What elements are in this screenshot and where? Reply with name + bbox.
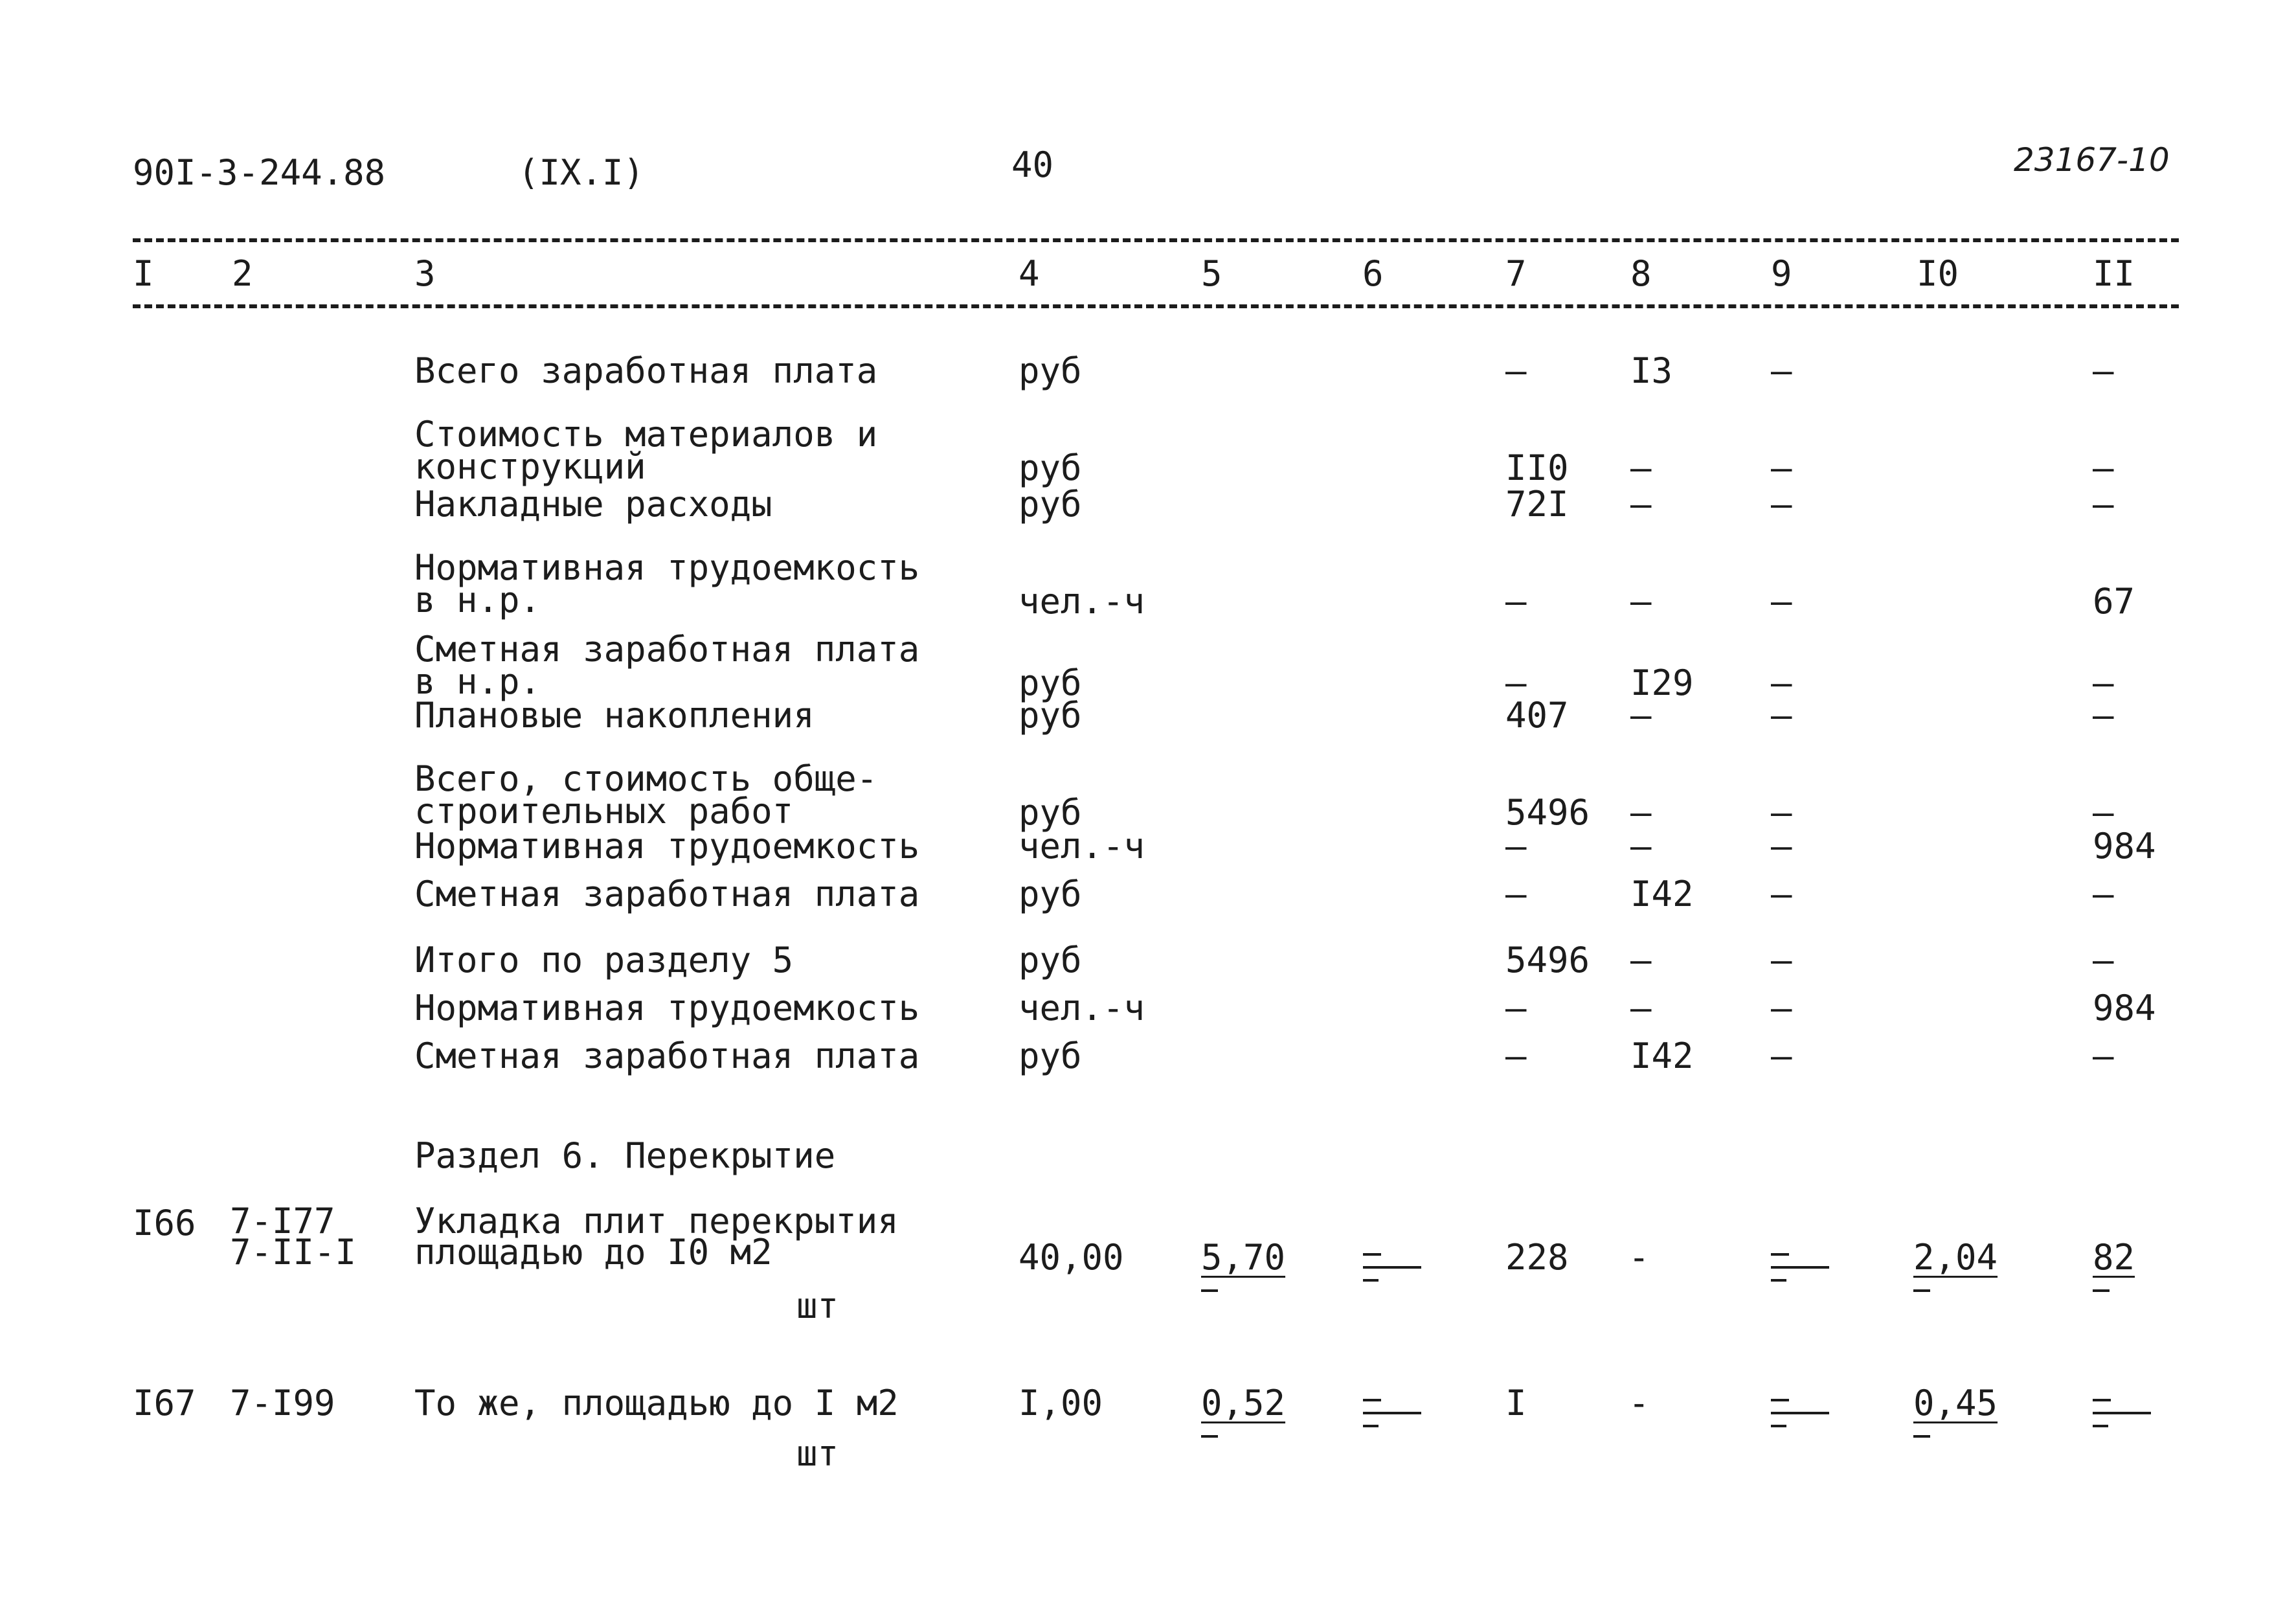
labor-per-unit: 2,04 xyxy=(1913,1237,1998,1278)
item-code: 7-I99 xyxy=(230,1383,335,1423)
col8-value: - xyxy=(1628,1383,1650,1423)
col-header-2: 2 xyxy=(232,253,253,294)
summary-col7: II0 xyxy=(1505,447,1569,488)
summary-label: Нормативная трудоемкость в н.р. xyxy=(414,547,920,620)
header-rule-bottom xyxy=(133,304,2179,308)
summary-col7: 5496 xyxy=(1505,792,1590,833)
summary-col7: 72I xyxy=(1505,484,1569,525)
summary-unit: руб xyxy=(1019,447,1082,488)
summary-col7: – xyxy=(1505,1036,1527,1076)
summary-label: Сметная заработная плата в н.р. xyxy=(414,629,920,702)
item-name: Укладка плит перекрытия площадью до I0 м2 xyxy=(414,1201,899,1273)
archive-number: 23167-10 xyxy=(2014,141,2170,179)
summary-col7: – xyxy=(1505,874,1527,914)
summary-unit: руб xyxy=(1019,1036,1082,1076)
summary-col8: – xyxy=(1630,988,1652,1028)
summary-col8: – xyxy=(1630,484,1652,525)
unit-cost-fraction xyxy=(1201,1383,1286,1438)
fraction-denominator-dash xyxy=(1913,1435,1930,1438)
summary-label: Стоимость материалов и конструкций xyxy=(414,414,878,487)
unit-cost: 0,52 xyxy=(1201,1383,1286,1423)
col8-value: - xyxy=(1628,1237,1650,1278)
summary-col8: – xyxy=(1630,695,1652,736)
summary-unit: чел.-ч xyxy=(1019,581,1145,622)
summary-col11: 984 xyxy=(2093,826,2156,866)
summary-label: Сметная заработная плата xyxy=(414,1036,920,1076)
summary-unit: чел.-ч xyxy=(1019,988,1145,1028)
col-header-10: I0 xyxy=(1917,253,1959,294)
summary-col8: I42 xyxy=(1630,1036,1694,1076)
summary-label: Накладные расходы xyxy=(414,484,772,525)
labor-total: 82 xyxy=(2093,1237,2135,1278)
col-header-1: I xyxy=(133,253,154,294)
summary-col8: – xyxy=(1630,826,1652,866)
summary-label: Нормативная трудоемкость xyxy=(414,988,920,1028)
summary-col9: – xyxy=(1771,874,1792,914)
summary-col9: – xyxy=(1771,662,1792,703)
page-number: 40 xyxy=(1011,144,1054,185)
fraction-denominator-dash xyxy=(2093,1289,2110,1292)
summary-col11: – xyxy=(2093,940,2114,980)
item-unit: шт xyxy=(796,1433,839,1474)
col-header-5: 5 xyxy=(1201,253,1222,294)
summary-col11: – xyxy=(2093,874,2114,914)
summary-unit: руб xyxy=(1019,695,1082,736)
fraction-denominator-dash xyxy=(1201,1435,1218,1438)
col-header-4: 4 xyxy=(1019,253,1040,294)
summary-col11: – xyxy=(2093,662,2114,703)
summary-unit: руб xyxy=(1019,874,1082,914)
summary-col8: – xyxy=(1630,940,1652,980)
summary-col9: – xyxy=(1771,695,1792,736)
item-quantity: 40,00 xyxy=(1019,1237,1124,1278)
summary-unit: руб xyxy=(1019,484,1082,525)
summary-col9: – xyxy=(1771,988,1792,1028)
summary-label: Всего заработная плата xyxy=(414,350,878,391)
summary-col7: 5496 xyxy=(1505,940,1590,980)
labor-fraction xyxy=(1913,1237,1998,1292)
summary-col9: – xyxy=(1771,792,1792,833)
summary-label: Сметная заработная плата xyxy=(414,874,920,914)
summary-label: Нормативная трудоемкость xyxy=(414,826,920,866)
summary-col7: – xyxy=(1505,662,1527,703)
summary-unit: руб xyxy=(1019,940,1082,980)
summary-col11: – xyxy=(2093,695,2114,736)
labor-total-fraction xyxy=(2093,1237,2135,1292)
item-name: То же, площадью до I м2 xyxy=(414,1383,899,1423)
document-code: 90I-3-244.88 xyxy=(133,152,386,193)
total-cost: 228 xyxy=(1505,1237,1569,1278)
col-header-8: 8 xyxy=(1630,253,1652,294)
item-number: I66 xyxy=(133,1203,196,1243)
summary-col9: – xyxy=(1771,581,1792,622)
summary-col8: – xyxy=(1630,792,1652,833)
summary-col9: – xyxy=(1771,350,1792,391)
summary-unit: руб xyxy=(1019,350,1082,391)
summary-col7: – xyxy=(1505,581,1527,622)
col-header-11: II xyxy=(2093,253,2135,294)
summary-col9: – xyxy=(1771,826,1792,866)
section-title: Раздел 6. Перекрытие xyxy=(414,1135,836,1176)
summary-col11: – xyxy=(2093,792,2114,833)
col-header-3: 3 xyxy=(414,253,436,294)
summary-col11: – xyxy=(2093,484,2114,525)
summary-col9: – xyxy=(1771,484,1792,525)
summary-col11: – xyxy=(2093,447,2114,488)
summary-col7: – xyxy=(1505,350,1527,391)
summary-col8: I42 xyxy=(1630,874,1694,914)
summary-label: Всего, стоимость обще- строительных работ xyxy=(414,758,878,832)
col-header-7: 7 xyxy=(1505,253,1527,294)
summary-label: Плановые накопления xyxy=(414,695,815,736)
summary-col7: – xyxy=(1505,988,1527,1028)
summary-col8: – xyxy=(1630,447,1652,488)
summary-col9: – xyxy=(1771,447,1792,488)
labor-per-unit: 0,45 xyxy=(1913,1383,1998,1423)
summary-col11: – xyxy=(2093,350,2114,391)
summary-col11: 67 xyxy=(2093,581,2135,622)
summary-col7: – xyxy=(1505,826,1527,866)
summary-label: Итого по разделу 5 xyxy=(414,940,794,980)
item-quantity: I,00 xyxy=(1019,1383,1103,1423)
summary-unit: чел.-ч xyxy=(1019,826,1145,866)
summary-col9: – xyxy=(1771,940,1792,980)
section-code: (IX.I) xyxy=(518,152,645,193)
total-cost: I xyxy=(1505,1383,1527,1423)
item-unit: шт xyxy=(796,1285,839,1326)
fraction-denominator-dash xyxy=(1201,1289,1218,1292)
item-number: I67 xyxy=(133,1383,196,1423)
col-header-9: 9 xyxy=(1771,253,1792,294)
summary-col8: I3 xyxy=(1630,350,1673,391)
unit-cost-fraction xyxy=(1201,1237,1286,1292)
summary-col7: 407 xyxy=(1505,695,1569,736)
summary-col9: – xyxy=(1771,1036,1792,1076)
labor-fraction xyxy=(1913,1383,1998,1438)
unit-cost: 5,70 xyxy=(1201,1237,1286,1278)
header-rule-top xyxy=(133,238,2179,242)
summary-col8: – xyxy=(1630,581,1652,622)
summary-col11: 984 xyxy=(2093,988,2156,1028)
summary-col8: I29 xyxy=(1630,662,1694,703)
summary-unit: руб xyxy=(1019,662,1082,703)
summary-unit: руб xyxy=(1019,792,1082,833)
fraction-denominator-dash xyxy=(1913,1289,1930,1292)
item-code: 7-I77 7-II-I xyxy=(230,1201,357,1273)
summary-col11: – xyxy=(2093,1036,2114,1076)
col-header-6: 6 xyxy=(1362,253,1384,294)
